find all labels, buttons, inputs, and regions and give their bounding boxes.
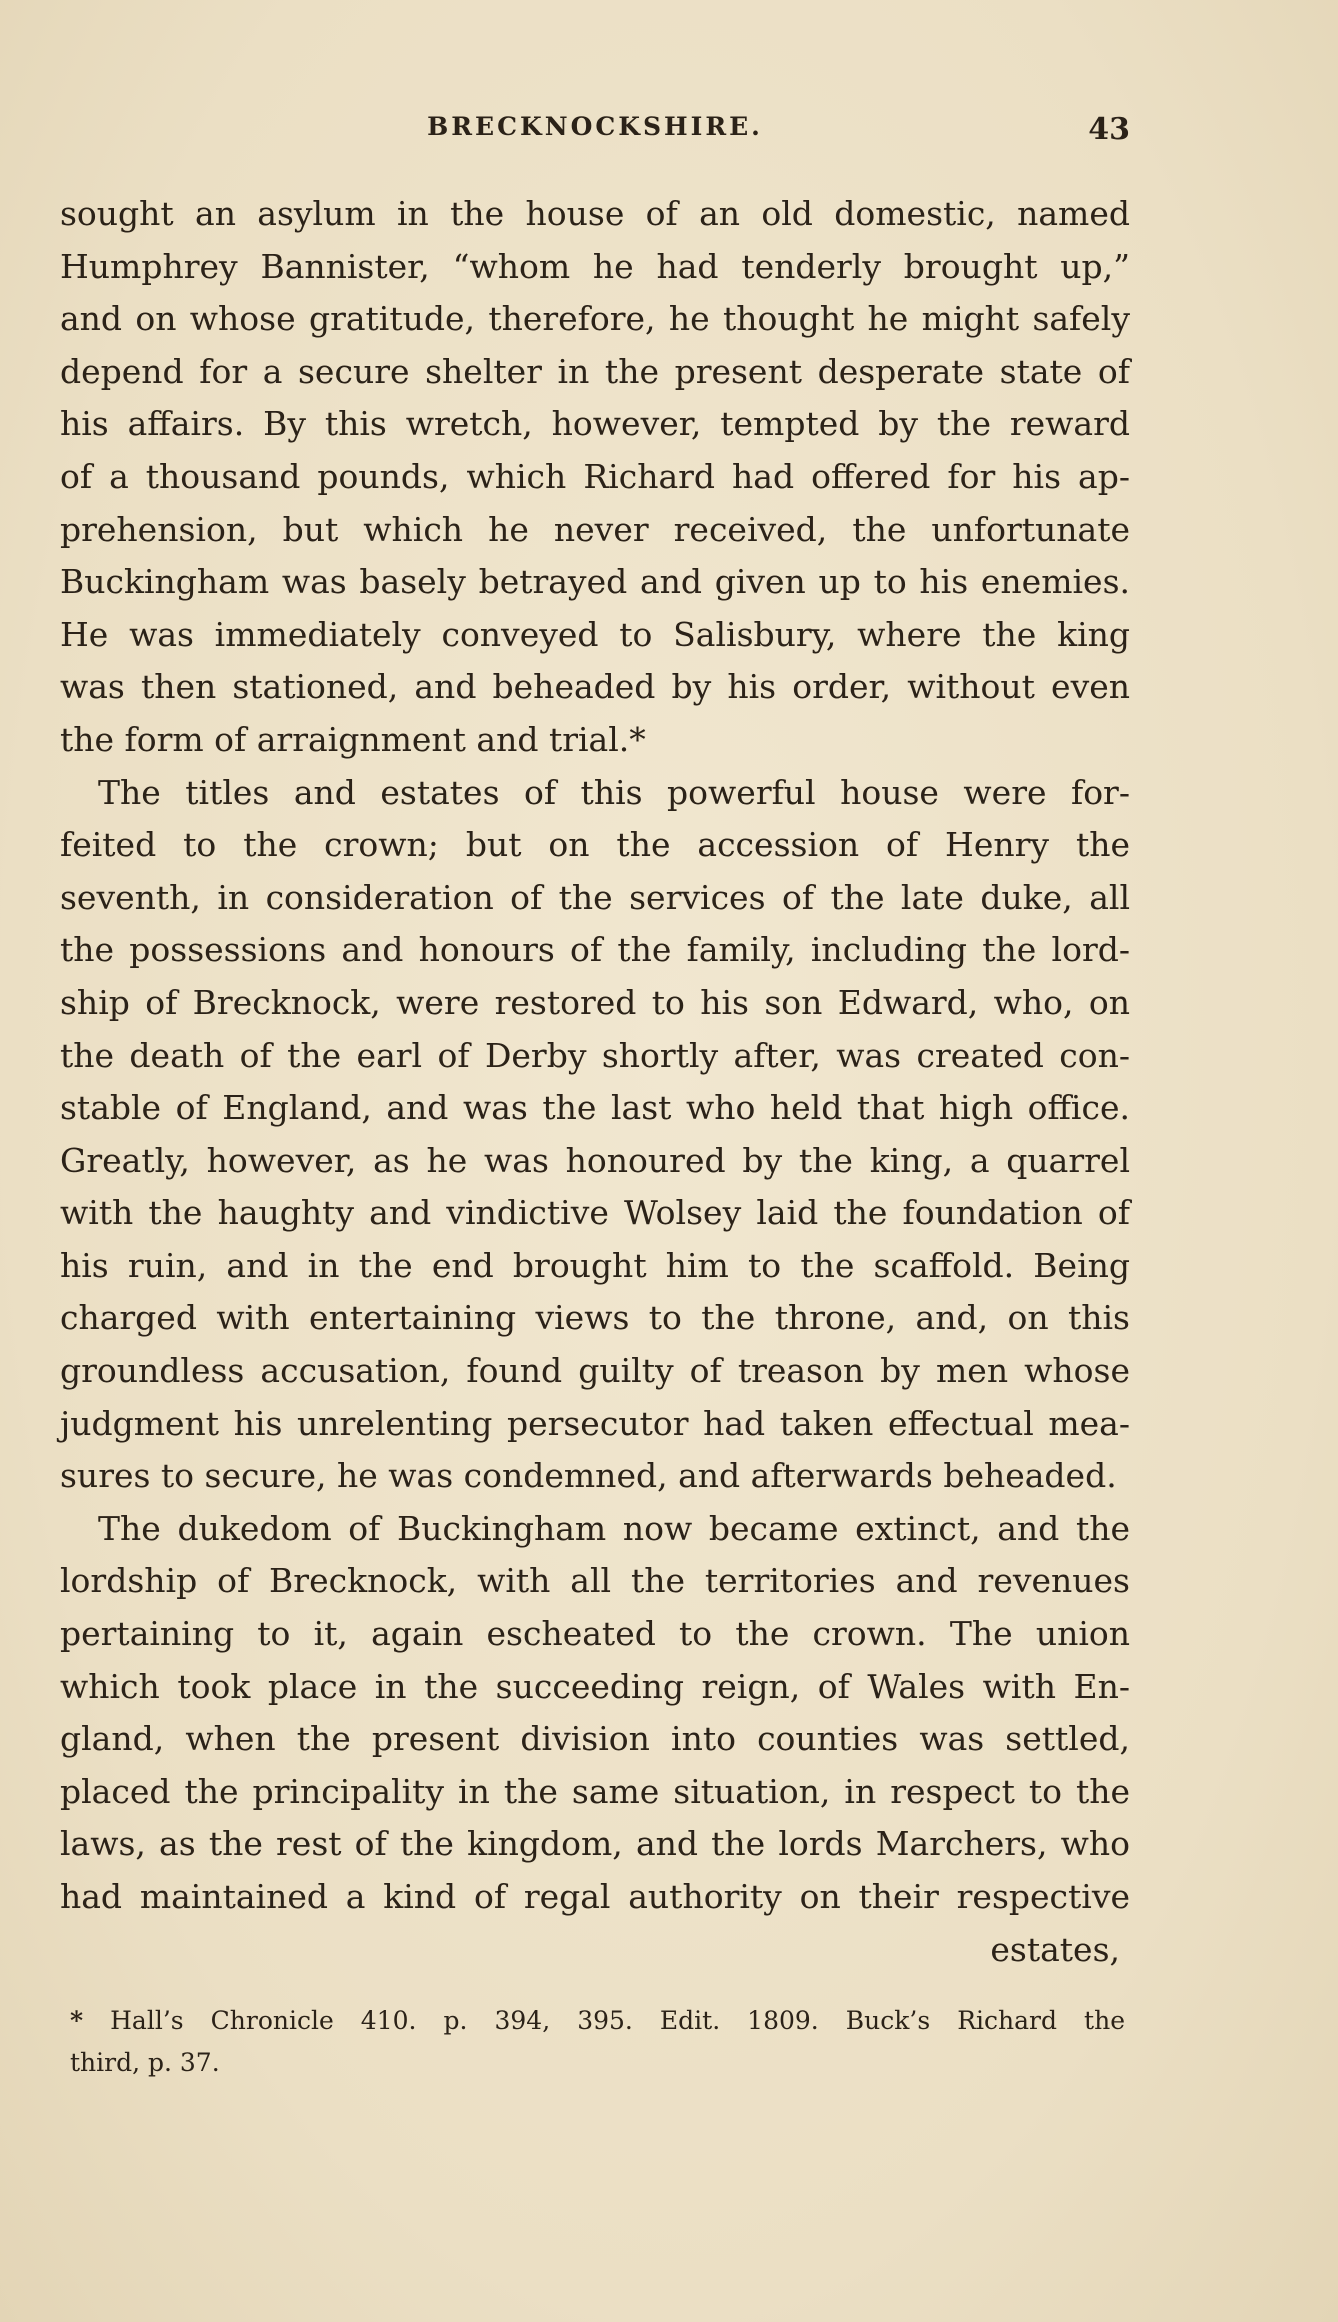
text-line: groundless accusation, found guilty of treason by men whose bbox=[60, 1351, 1130, 1391]
footnote-text: Hall’s Chronicle 410. p. 394, 395. Edit. 1809. Buck’s Richard the bbox=[110, 2006, 1125, 2035]
page-number: 43 bbox=[1088, 112, 1130, 147]
footnote-line bbox=[70, 2000, 1125, 2042]
text-line: charged with entertaining views to the throne, and, on this bbox=[60, 1298, 1130, 1338]
text-line: feited to the crown; but on the accession of Henry the bbox=[60, 825, 1130, 865]
body-text bbox=[60, 188, 1130, 1976]
text-line: of a thousand pounds, which Richard had offered for his ap- bbox=[60, 456, 1130, 496]
paragraph-end-line: the form of arraignment and trial.* bbox=[60, 719, 646, 759]
text-line: his ruin, and in the end brought him to the scaffold. Being bbox=[60, 1245, 1130, 1285]
text-line: placed the principality in the same situation, in respect to the bbox=[60, 1771, 1130, 1811]
footnote-line: third, p. 37. bbox=[70, 2048, 220, 2077]
paragraph-start-line: The dukedom of Buckingham now became extinct, and the bbox=[98, 1508, 1130, 1548]
catchword: estates, bbox=[990, 1929, 1120, 1969]
text-line: with the haughty and vindictive Wolsey laid the foundation of bbox=[60, 1193, 1130, 1233]
text-line: laws, as the rest of the kingdom, and the lords Marchers, who bbox=[60, 1824, 1130, 1864]
text-line: the possessions and honours of the family, including the lord- bbox=[60, 930, 1130, 970]
text-line: prehension, but which he never received, the unfortunate bbox=[60, 509, 1130, 549]
text-line: stable of England, and was the last who held that high office. bbox=[60, 1088, 1130, 1128]
text-line: Humphrey Bannister, “whom he had tenderly brought up,” bbox=[60, 246, 1130, 286]
paragraph-start-line: The titles and estates of this powerful house were for- bbox=[98, 772, 1130, 812]
text-line: sought an asylum in the house of an old domestic, named bbox=[60, 194, 1130, 233]
text-line: the death of the earl of Derby shortly after, was created con- bbox=[60, 1035, 1130, 1075]
paragraph-end-line: sures to secure, he was condemned, and afterwards beheaded. bbox=[60, 1456, 1117, 1496]
footnote-marker: * bbox=[70, 2006, 84, 2035]
text-line: was then stationed, and beheaded by his order, without even bbox=[60, 667, 1130, 707]
footnote bbox=[70, 2000, 1125, 2084]
text-line: depend for a secure shelter in the present desperate state of bbox=[60, 351, 1130, 391]
text-line: his affairs. By this wretch, however, tempted by the reward bbox=[60, 404, 1130, 444]
text-line: judgment his unrelenting persecutor had taken effectual mea- bbox=[60, 1403, 1130, 1443]
text-line: had maintained a kind of regal authority on their respective bbox=[60, 1877, 1130, 1916]
text-line: Buckingham was basely betrayed and given up to his enemies. bbox=[60, 562, 1130, 602]
text-line: He was immediately conveyed to Salisbury, where the king bbox=[60, 614, 1130, 654]
text-line: which took place in the succeeding reign, of Wales with En- bbox=[60, 1666, 1130, 1706]
text-line: lordship of Brecknock, with all the territories and revenues bbox=[60, 1561, 1130, 1601]
text-line: seventh, in consideration of the services of the late duke, all bbox=[60, 877, 1130, 917]
running-head bbox=[60, 112, 1130, 152]
text-line: Greatly, however, as he was honoured by the king, a quarrel bbox=[60, 1140, 1130, 1180]
running-title: BRECKNOCKSHIRE. bbox=[427, 112, 763, 141]
text-line: gland, when the present division into counties was settled, bbox=[60, 1719, 1130, 1759]
text-line: and on whose gratitude, therefore, he thought he might safely bbox=[60, 299, 1130, 339]
text-line: ship of Brecknock, were restored to his son Edward, who, on bbox=[60, 982, 1130, 1022]
text-line: pertaining to it, again escheated to the crown. The union bbox=[60, 1614, 1130, 1654]
